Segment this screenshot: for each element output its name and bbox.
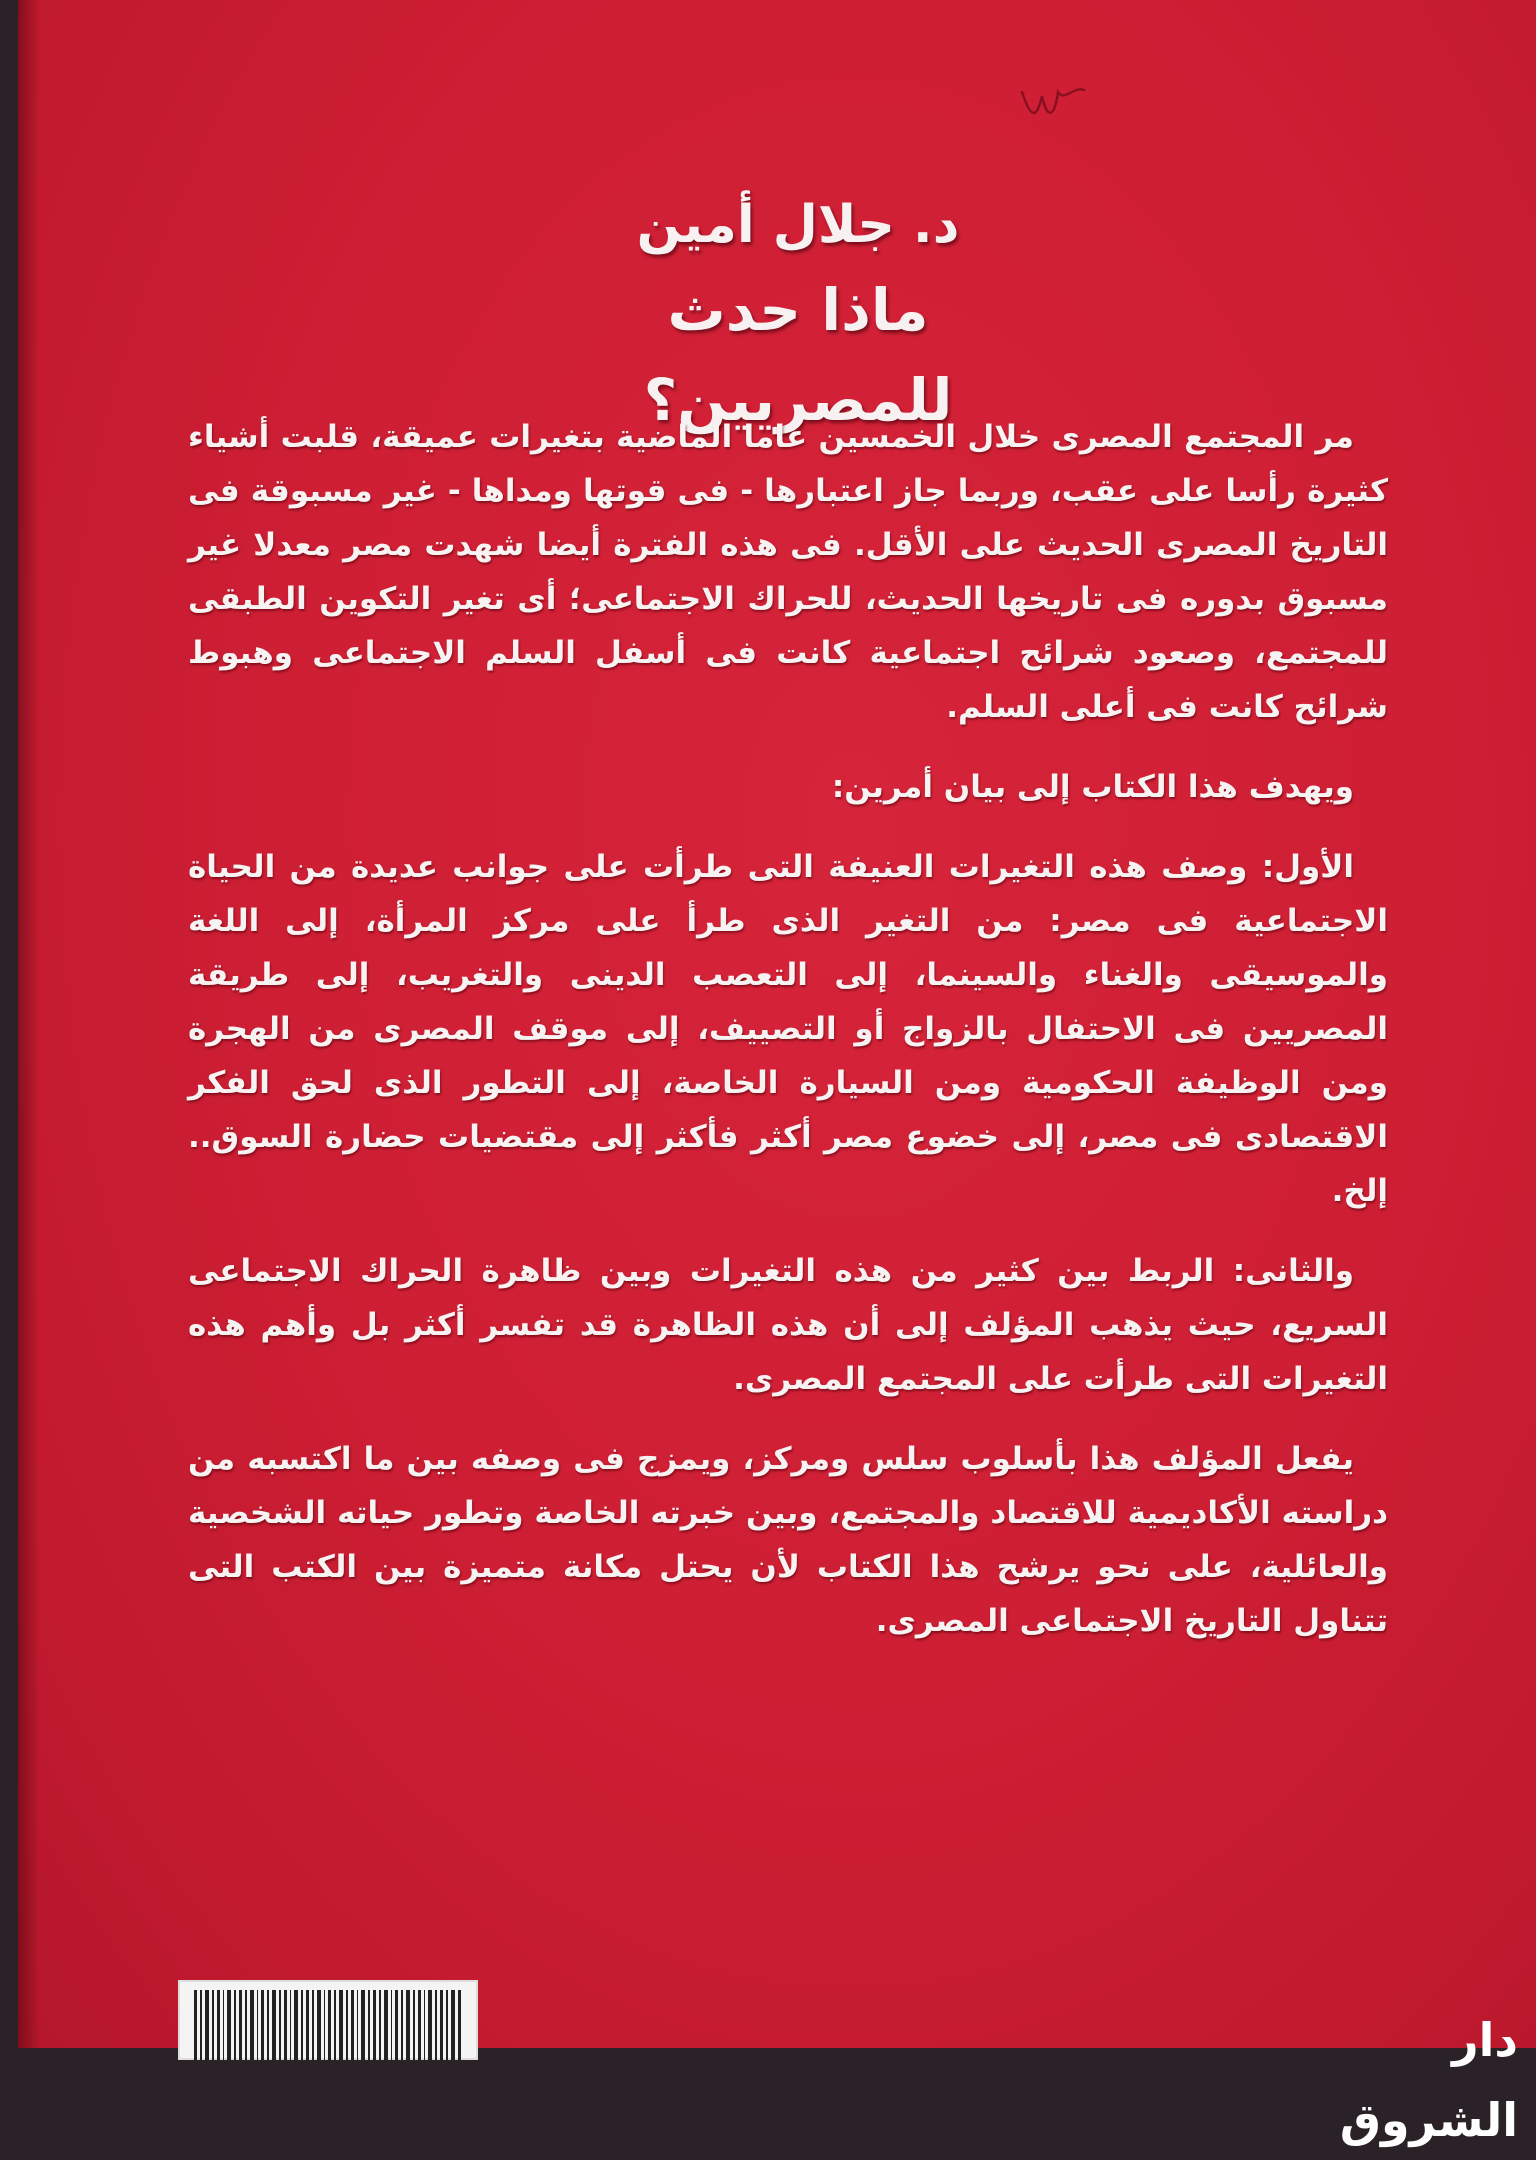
paragraph-aim: ويهدف هذا الكتاب إلى بيان أمرين: [831, 769, 1354, 805]
barcode-icon [190, 1990, 468, 2060]
book-title: ماذا حدث للمصريين؟ [643, 276, 953, 434]
paragraph-intro: مر المجتمع المصرى خلال الخمسين عاما الماضية بتغيرات عميقة، قلبت أشياء كثيرة رأسا على عقب، وربما جاز اعتبارها - فى قوتها ومداها - غير مسبوقة فى التاريخ المصرى الحديث على الأقل. فى هذه الفترة أيضا شهدت مصر معدلا غير مسبوق بدوره فى تاريخها الحديث، للحراك الاجتماعى؛ أى تغير التكوين الطبقى للمجتمع، وصعود شرائح اجتماعية كانت فى أسفل السلم الاجتماعى وهبوط شرائح كانت فى أعلى السلم. [188, 419, 1388, 725]
paragraph-conclusion: يفعل المؤلف هذا بأسلوب سلس ومركز، ويمزج فى وصفه بين ما اكتسبه من دراسته الأكاديمية للاقتصاد والمجتمع، وبين خبرته الخاصة وتطور حياته الشخصية والعائلية، على نحو يرشح هذا الكتاب لأن يحتل مكانة متميزة بين الكتب التى تتناول التاريخ الاجتماعى المصرى. [188, 1441, 1388, 1639]
publisher-name: دار الشروق [1339, 2013, 1518, 2147]
handwritten-mark-icon [1018, 72, 1088, 132]
paragraph-second-point: والثانى: الربط بين كثير من هذه التغيرات وبين ظاهرة الحراك الاجتماعى السريع، حيث يذهب المؤلف إلى أن هذه الظاهرة قد تفسر أكثر بل وأهم هذه التغيرات التى طرأت على المجتمع المصرى. [188, 1253, 1388, 1397]
title-block [558, 185, 1038, 445]
author-name: د. جلال أمين [636, 195, 960, 255]
book-back-cover [18, 0, 1536, 2147]
paragraph-first-point: الأول: وصف هذه التغيرات العنيفة التى طرأت على جوانب عديدة من الحياة الاجتماعية فى مصر: من التغير الذى طرأ على مركز المرأة، إلى اللغة والموسيقى والغناء والسينما، إلى التعصب الدينى والتغريب، إلى طريقة المصريين فى الاحتفال بالزواج أو التصييف، إلى موقف المصرى من الهجرة ومن الوظيفة الحكومية ومن السيارة الخاصة، إلى التطور الذى لحق الفكر الاقتصادى فى مصر، إلى خضوع مصر أكثر فأكثر إلى مقتضيات حضارة السوق.. إلخ. [188, 849, 1388, 1209]
spine-shadow [18, 0, 40, 2048]
barcode [178, 1980, 478, 2060]
blurb-text [188, 410, 1388, 1674]
